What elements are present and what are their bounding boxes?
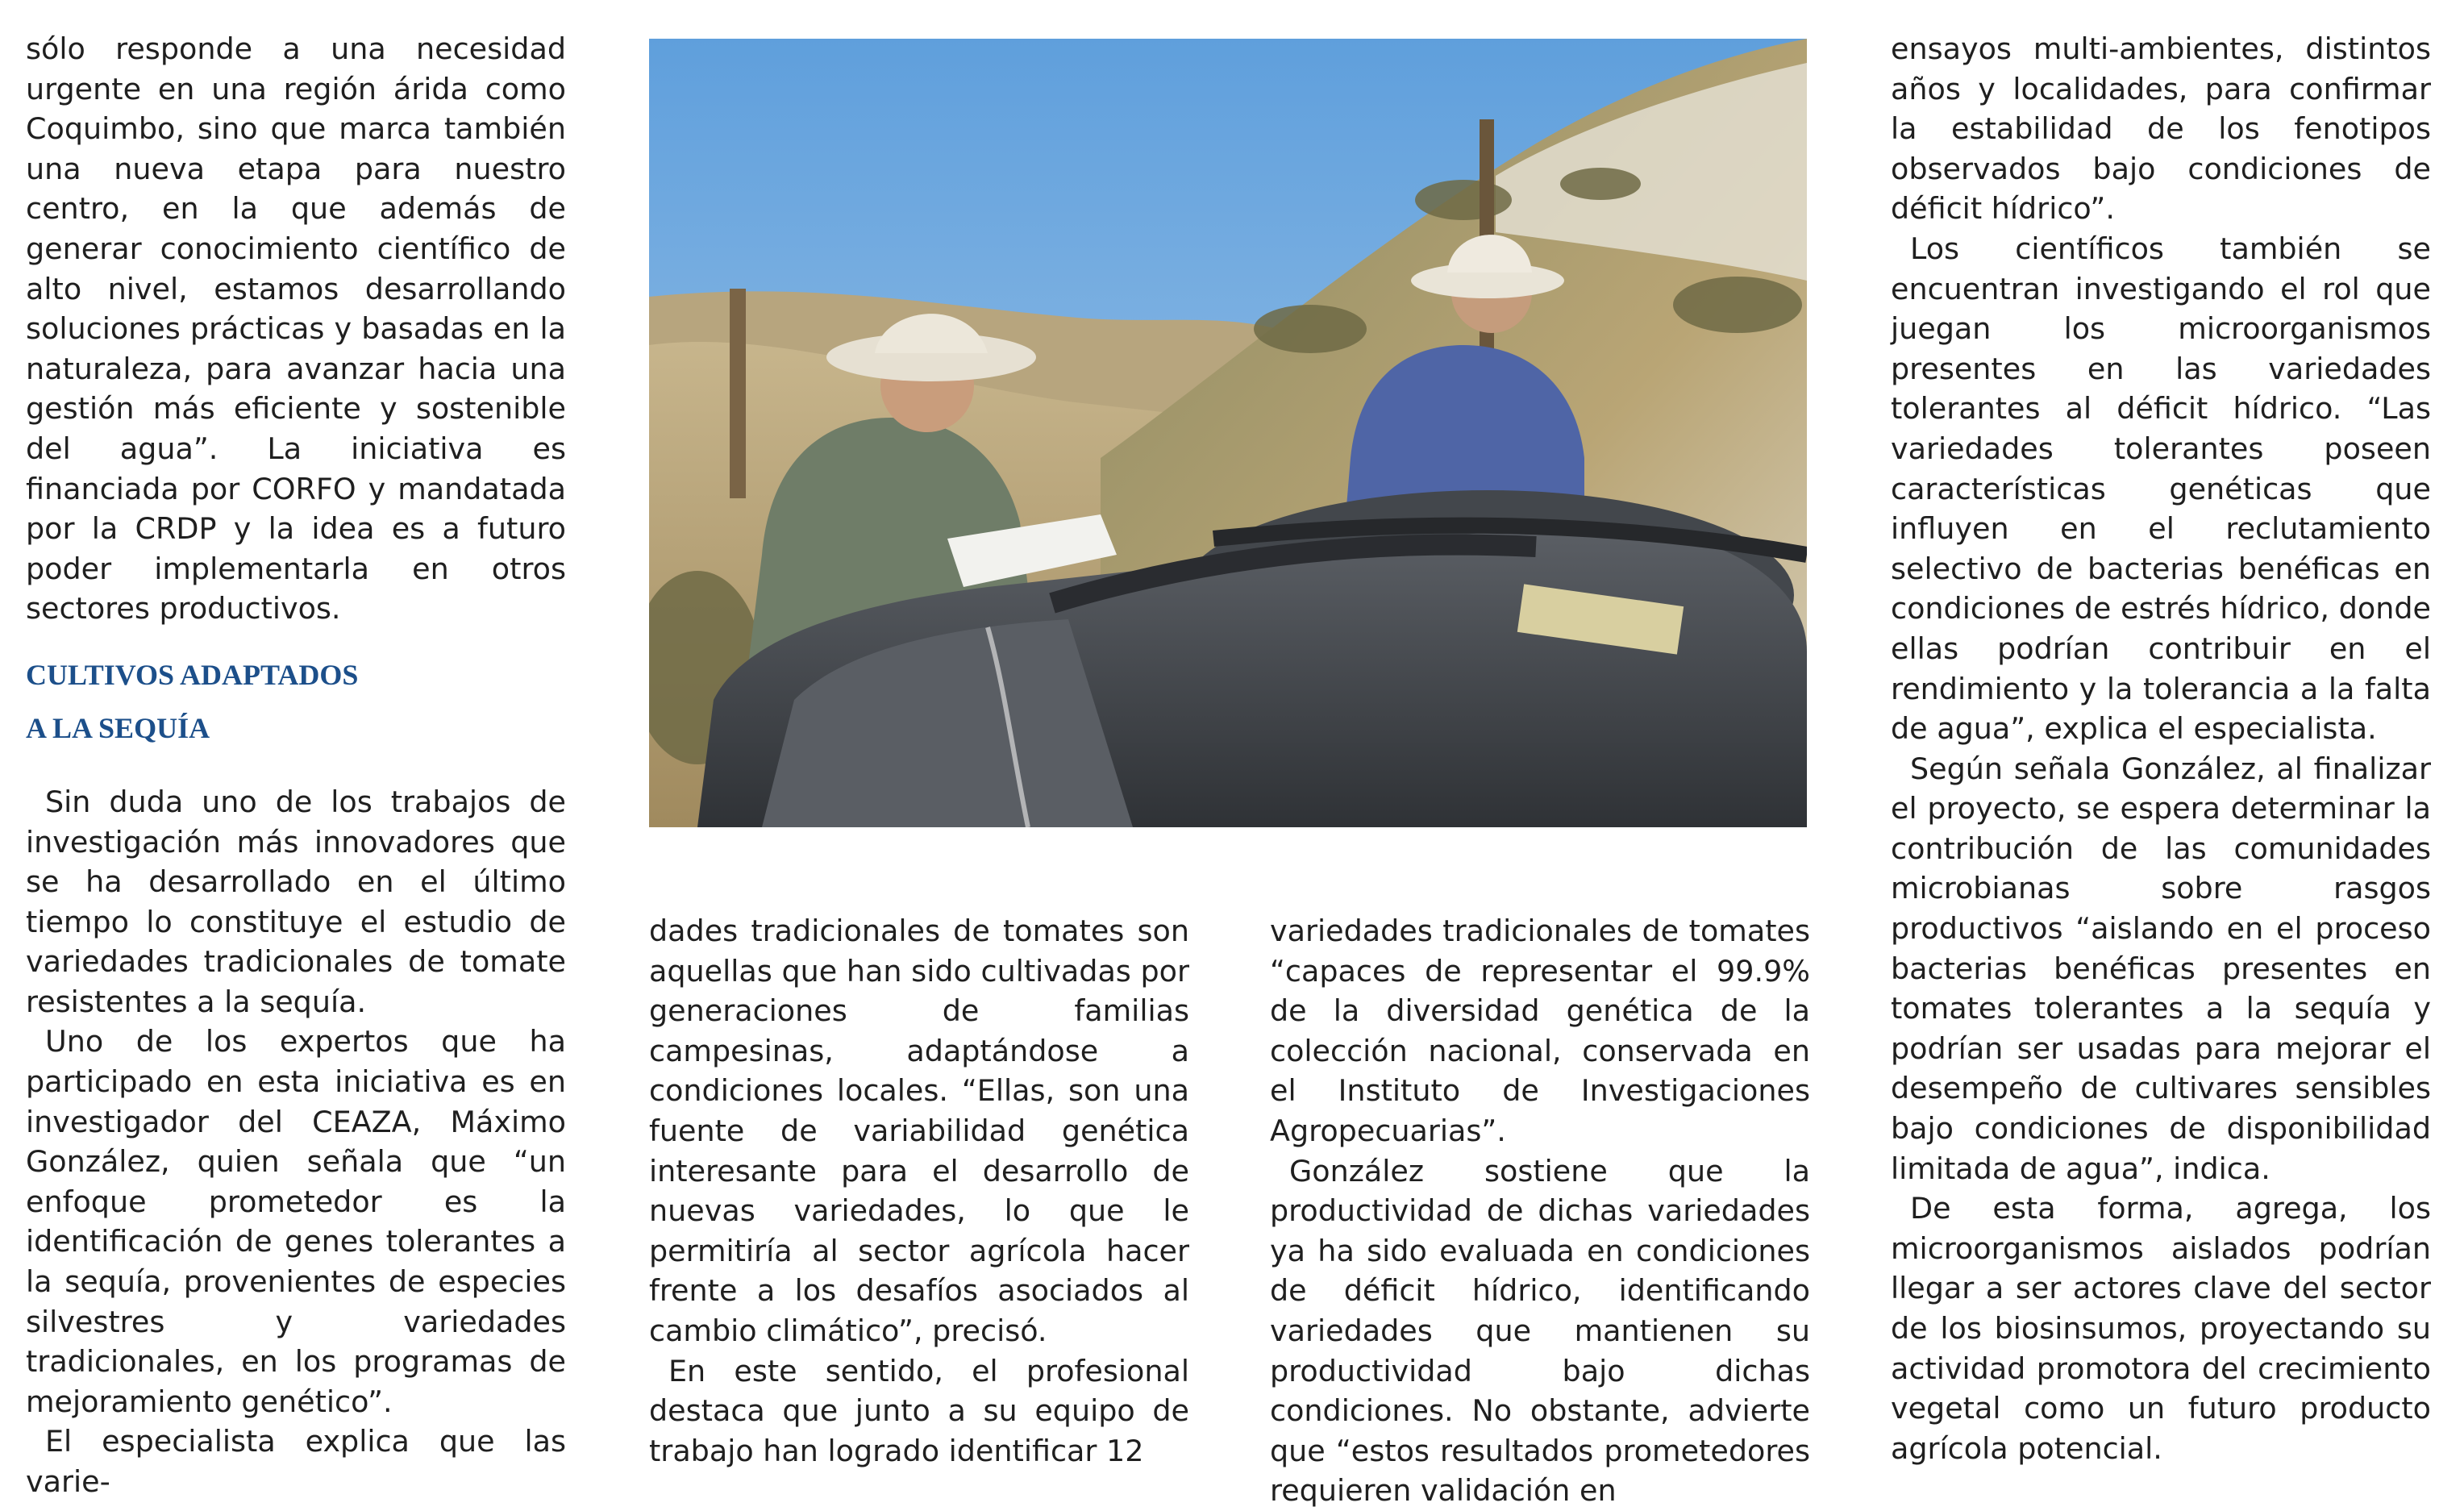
paragraph: dades tradicionales de tomates son aquellas que han sido cultivadas por generaciones de familias campesinas, adaptándose a condiciones locales. “Ellas, son una fuente de variabilidad genética interesante para el desarrollo de nuevas variedades, lo que le permitiría al sector agrícola hacer frente a los desafíos asociados al cambio climático”, precisó.: [649, 914, 1189, 1348]
paragraph: El especialista explica que las varie-: [26, 1424, 566, 1499]
section-heading-line-2: A LA SEQUÍA: [26, 711, 210, 744]
paragraph: Según señala González, al finalizar el proyecto, se espera determinar la contribución de las comunidades microbianas sobre rasgos productivos “aislando en el proceso bacterias benéficas presentes en tomates tolerantes a la sequía y podrían ser usadas para mejorar el desempeño de cultivares sensibles bajo condiciones de disponibilidad limitada de agua”, indica.: [1891, 751, 2431, 1186]
paragraph: En este sentido, el profesional destaca que junto a su equipo de trabajo han logrado identificar 12: [649, 1353, 1189, 1468]
paragraph: Uno de los expertos que ha participado en esta iniciativa es en investigador del CEAZA, Máximo González, quien señala que “un enfoque prometedor es la identificación de genes tolerantes a la sequía, provenientes de especies silvestres y variedades tradicionales, en los programas de mejoramiento genético”.: [26, 1024, 566, 1419]
paragraph: Los científicos también se encuentran investigando el rol que juegan los microorganismos presentes en las variedades tolerantes al déficit hídrico. “Las variedades tolerantes poseen características genéticas que influyen en el reclutamiento selectivo de bacterias benéficas en condiciones de estrés hídrico, donde ellas podrían contribuir en el rendimiento y la tolerancia a la falta de agua”, explica el especialista.: [1891, 231, 2431, 747]
article-column-3: [1270, 911, 1810, 1511]
photo-illustration: [649, 39, 1807, 827]
paragraph: González sostiene que la productividad de dichas variedades ya ha sido evaluada en condiciones de déficit hídrico, identificando variedades que mantienen su productividad bajo dichas condiciones. No obstante, advierte que “estos resultados prometedores requieren validación en: [1270, 1153, 1810, 1509]
paragraph: De esta forma, agrega, los microorganismos aislados podrían llegar a ser actores clave del sector de los biosinsumos, proyectando su actividad promotora del crecimiento vegetal como un futuro producto agrícola potencial.: [1891, 1191, 2431, 1466]
article-column-4: [1891, 29, 2431, 1468]
section-heading-line-1: CULTIVOS ADAPTADOS: [26, 658, 359, 691]
article-photo: [649, 39, 1807, 827]
paragraph: variedades tradicionales de tomates “capaces de representar el 99.9% de la diversidad genética de la colección nacional, conservada en el Instituto de Investigaciones Agropecuarias”.: [1270, 914, 1810, 1148]
paragraph: ensayos multi-ambientes, distintos años y localidades, para confirmar la estabilidad de los fenotipos observados bajo condiciones de déficit hídrico”.: [1891, 31, 2431, 227]
article-column-1: [26, 29, 566, 1502]
section-heading: [26, 648, 566, 755]
article-column-2: [649, 911, 1189, 1471]
paragraph: sólo responde a una necesidad urgente en una región árida como Coquimbo, sino que marca también una nueva etapa para nuestro centro, en la que además de generar conocimiento científico de alto nivel, estamos desarrollando soluciones prácticas y basadas en la naturaleza, para avanzar hacia una gestión más eficiente y sostenible del agua”. La iniciativa es financiada por CORFO y mandatada por la CRDP y la idea es a futuro poder implementarla en otros sectores productivos.: [26, 31, 566, 626]
paragraph: Sin duda uno de los trabajos de investigación más innovadores que se ha desarrollado en el último tiempo lo constituye el estudio de variedades tradicionales de tomate resistentes a la sequía.: [26, 784, 566, 1019]
